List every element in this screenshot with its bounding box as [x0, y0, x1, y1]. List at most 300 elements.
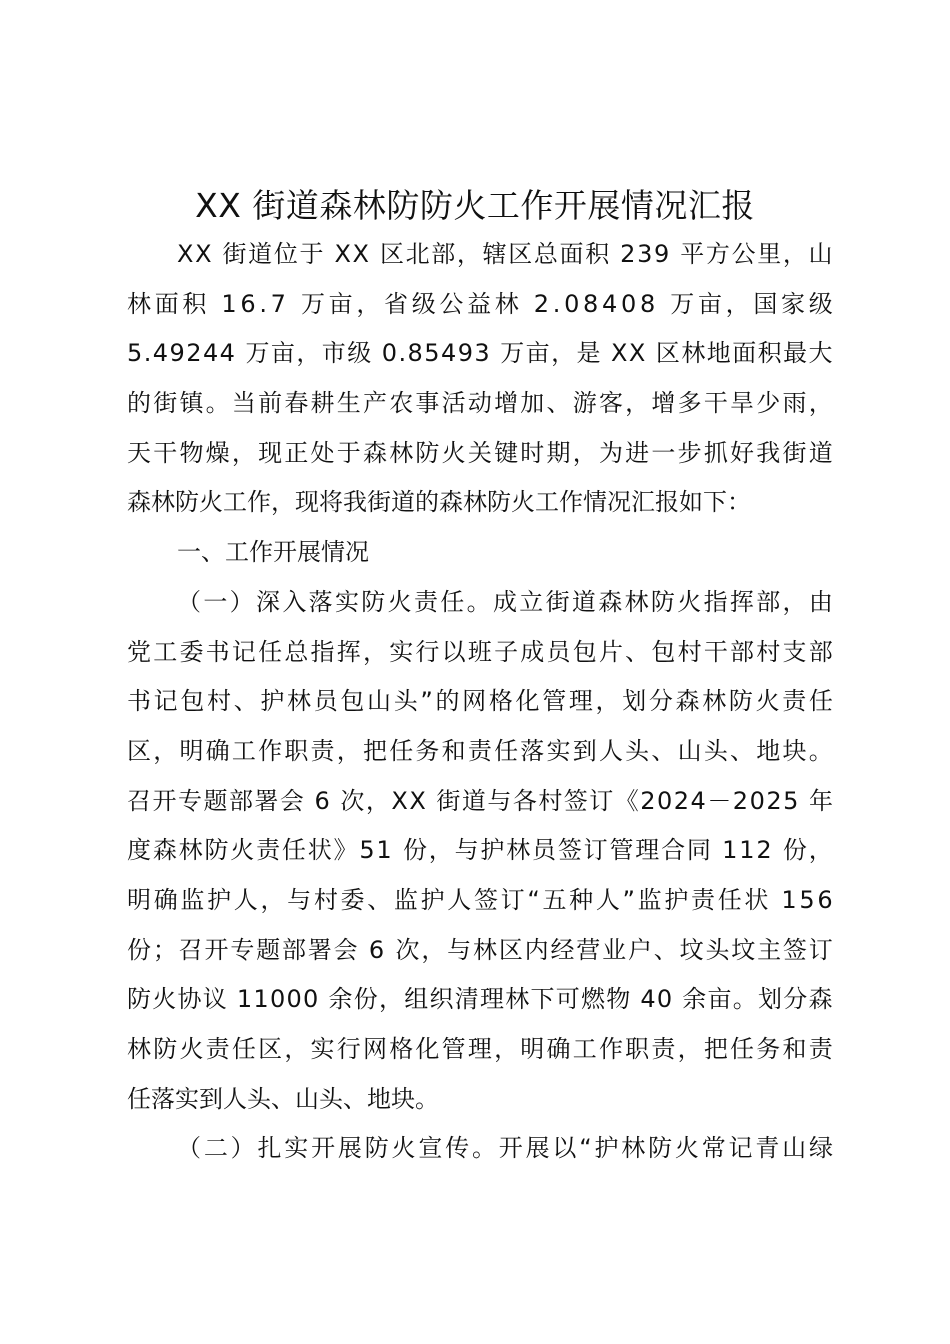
text-char: 实	[389, 637, 414, 666]
text-char: 员	[546, 637, 571, 666]
text-char: 责	[310, 736, 335, 765]
text-char: 地	[756, 736, 781, 765]
text-char: 《	[614, 786, 639, 815]
paragraph-line	[127, 826, 833, 876]
text-char	[647, 329, 655, 379]
text-char: 立	[519, 587, 544, 616]
text-char: 积	[182, 289, 207, 318]
text-char: 9	[457, 339, 473, 368]
document-body	[127, 230, 833, 1174]
text-char	[491, 329, 499, 379]
text-char: 深	[255, 587, 280, 616]
text-char: 林	[389, 438, 414, 467]
text-char: 林	[494, 289, 519, 318]
text-char: 包	[572, 637, 597, 666]
text-char: 公	[731, 240, 756, 268]
text-char: 。	[732, 985, 757, 1014]
text-char: 9	[654, 240, 670, 268]
text-char: 次	[395, 935, 420, 964]
text-char: 一	[203, 587, 228, 616]
text-char: 任	[281, 836, 306, 865]
text-char: 责	[651, 1035, 676, 1063]
text-char: 于	[336, 438, 361, 467]
text-char: 订	[808, 935, 833, 964]
text-char: 森	[152, 836, 177, 865]
text-char: 火	[152, 985, 177, 1014]
text-char: 召	[178, 935, 203, 964]
paragraph-line	[127, 677, 833, 727]
text-char: 街	[222, 240, 247, 268]
text-char: 状	[744, 885, 769, 914]
text-char: 山	[367, 687, 392, 716]
text-char: 展	[525, 1134, 550, 1163]
text-char: 多	[677, 389, 702, 418]
text-char: 林	[681, 339, 706, 368]
text-char: 任	[389, 736, 414, 765]
text-char: 防	[648, 1134, 673, 1163]
text-char: 为	[598, 438, 623, 467]
text-char: 签	[557, 836, 582, 865]
text-char: 可	[555, 985, 580, 1014]
text-char: 生	[336, 389, 361, 418]
text-char: 展	[337, 1134, 362, 1163]
text-char: 工	[231, 736, 256, 765]
paragraph-line	[127, 578, 833, 628]
text-char: 街	[436, 786, 461, 815]
text-char: 0	[564, 289, 580, 318]
text-char: 理	[568, 687, 593, 716]
text-char: 6	[314, 786, 330, 815]
text-char: 会	[333, 935, 358, 964]
text-char: 万	[500, 339, 525, 368]
text-char: 亩	[525, 339, 550, 368]
text-char: ，	[153, 736, 178, 765]
text-char: 责	[467, 736, 492, 765]
text-char: 人	[595, 885, 620, 914]
text-char: 火	[677, 587, 702, 616]
text-char: 包	[180, 687, 205, 716]
text-char: 面	[559, 240, 584, 268]
text-char: ”	[622, 885, 635, 914]
text-char: 网	[362, 1035, 387, 1063]
text-char: 行	[336, 1035, 361, 1063]
text-char: 2	[673, 786, 690, 815]
text-char: 内	[524, 935, 549, 964]
text-char: 常	[701, 1134, 726, 1163]
text-char: 。	[205, 389, 230, 418]
text-char: 1	[739, 836, 755, 865]
text-char: X	[195, 240, 212, 268]
text-char: 4	[202, 339, 219, 368]
paragraph-line: 任落实到人头、山头、地块。	[127, 1084, 439, 1113]
text-char	[659, 280, 667, 330]
text-char: X	[391, 786, 408, 815]
text-char: 0	[381, 339, 398, 368]
text-char: 区	[508, 240, 533, 268]
text-char: 块	[782, 736, 807, 765]
text-char: 里	[757, 240, 782, 268]
text-char: 指	[703, 587, 728, 616]
text-char: 的	[435, 687, 460, 716]
text-char: .	[259, 289, 267, 318]
text-char: 度	[127, 836, 151, 865]
text-char: 物	[179, 438, 204, 467]
paragraph-line	[127, 280, 833, 330]
text-char: 2	[186, 339, 202, 368]
text-char: ；	[152, 935, 177, 964]
text-char: 实	[334, 587, 359, 616]
text-char: 护	[594, 1134, 619, 1163]
text-char	[394, 826, 402, 876]
text-char: 总	[284, 637, 309, 666]
text-char: 任	[440, 587, 465, 616]
text-char: 6	[368, 935, 385, 964]
text-char: 委	[340, 885, 365, 914]
text-char: 林	[472, 935, 497, 964]
text-char: 正	[284, 438, 309, 467]
text-char: 份	[782, 836, 807, 865]
text-char: 防	[364, 1134, 389, 1163]
text-char: 积	[757, 339, 782, 368]
text-char: 实	[284, 1134, 309, 1163]
text-char: 种	[569, 885, 594, 914]
text-char: 4	[152, 339, 169, 368]
text-char: 5	[127, 339, 143, 368]
text-char: 雨	[782, 389, 807, 418]
text-char: 山	[782, 1134, 807, 1163]
text-char: 益	[467, 289, 492, 318]
text-char: 道	[808, 438, 833, 467]
text-char: 增	[651, 389, 676, 418]
text-char: 把	[362, 736, 387, 765]
text-char: 0	[656, 985, 673, 1014]
text-char	[305, 777, 313, 827]
text-char: 亩	[697, 289, 722, 318]
text-char: 9	[169, 339, 185, 368]
text-char: 头	[703, 736, 728, 765]
text-char: －	[707, 786, 732, 815]
text-char	[213, 230, 221, 280]
text-char: 辖	[482, 240, 507, 268]
text-char: ，	[284, 1035, 309, 1063]
text-char: 森	[675, 687, 700, 716]
text-char: .	[398, 339, 407, 368]
text-char: 二	[203, 1134, 228, 1163]
text-char: 1	[221, 289, 237, 318]
text-char: 林	[702, 687, 727, 716]
text-char: 火	[391, 1134, 416, 1163]
text-char: 防	[361, 587, 386, 616]
text-char: ）	[229, 587, 254, 616]
text-char: （	[177, 1134, 201, 1163]
text-char: 确	[546, 1035, 571, 1063]
text-char: 部	[730, 637, 755, 666]
text-char: 时	[520, 438, 545, 467]
text-char: 头	[393, 687, 418, 716]
text-char: 署	[254, 786, 279, 815]
text-char: 网	[462, 687, 487, 716]
text-char: 书	[127, 687, 151, 716]
text-char: 级	[411, 289, 436, 318]
text-char: 防	[153, 1035, 178, 1063]
text-char: 户	[627, 935, 652, 964]
text-char: 专	[177, 786, 202, 815]
paragraph-line	[127, 379, 833, 429]
text-char: 务	[415, 736, 440, 765]
text-char: 村	[313, 885, 338, 914]
paragraph-line	[127, 1124, 833, 1174]
text-char: 森	[598, 587, 623, 616]
text-char: 人	[447, 885, 472, 914]
text-char: 余	[328, 985, 353, 1014]
text-char: 关	[467, 438, 492, 467]
text-char: 挥	[729, 587, 754, 616]
text-char: 火	[441, 438, 466, 467]
text-char: 我	[756, 438, 781, 467]
text-char: 监	[393, 885, 418, 914]
text-char: 前	[258, 389, 283, 418]
text-char: 于	[299, 240, 324, 268]
text-char: 旱	[730, 389, 755, 418]
text-char: 村	[677, 637, 702, 666]
text-char: 处	[310, 438, 335, 467]
text-char	[290, 280, 298, 330]
text-char: 记	[231, 637, 256, 666]
text-char: 步	[677, 438, 702, 467]
text-char: 总	[533, 240, 558, 268]
text-char: ，	[808, 389, 833, 418]
text-char: 客	[598, 389, 623, 418]
text-char	[800, 777, 808, 827]
text-char	[236, 329, 244, 379]
text-char: 与	[487, 786, 512, 815]
text-char: 抓	[703, 438, 728, 467]
text-char: 0	[620, 289, 637, 318]
text-char: 头	[705, 935, 730, 964]
text-char: 林	[505, 985, 530, 1014]
text-char: 份	[402, 836, 427, 865]
text-char: 火	[674, 1134, 699, 1163]
text-char: 专	[230, 935, 255, 964]
text-char: 部	[756, 587, 781, 616]
text-char: 期	[546, 438, 571, 467]
text-char: 活	[441, 389, 466, 418]
text-char: 山	[808, 240, 833, 268]
text-char: 明	[179, 736, 204, 765]
paragraph-line	[127, 777, 833, 827]
text-char: 主	[757, 935, 782, 964]
text-char: 国	[753, 289, 778, 318]
text-char: 传	[445, 1134, 470, 1163]
text-char: 格	[488, 687, 513, 716]
text-char: 责	[808, 1035, 833, 1063]
text-char: 林	[506, 836, 531, 865]
text-char: 。	[808, 736, 833, 765]
text-char: 5	[783, 786, 799, 815]
text-char: 4	[640, 985, 656, 1014]
text-char: 。	[466, 587, 491, 616]
text-char: 监	[180, 885, 205, 914]
text-char: 绿	[808, 1134, 833, 1163]
text-char: 积	[585, 240, 610, 268]
paragraph-line	[127, 429, 833, 479]
text-char: 份	[127, 935, 151, 964]
text-char: 防	[204, 836, 229, 865]
text-char: 理	[635, 836, 660, 865]
text-char: 街	[545, 587, 570, 616]
text-char: （	[177, 587, 201, 616]
text-char: 最	[783, 339, 808, 368]
text-char: 万	[300, 289, 325, 318]
text-char: 坟	[731, 935, 756, 964]
text-char: 任	[258, 637, 283, 666]
text-char: 任	[231, 1035, 256, 1063]
text-char: ”	[420, 687, 433, 716]
text-char: 任	[730, 1035, 755, 1063]
text-char: 林	[127, 1035, 151, 1063]
text-char: 监	[637, 885, 662, 914]
text-char: 街	[782, 438, 807, 467]
text-char: 事	[415, 389, 440, 418]
text-char: 划	[622, 687, 647, 716]
text-char: 1	[236, 985, 253, 1014]
text-char: 管	[609, 836, 634, 865]
text-char: 2	[766, 786, 782, 815]
text-char: 签	[473, 885, 498, 914]
text-char: 面	[154, 289, 179, 318]
text-char: 耕	[310, 389, 335, 418]
paragraph-line: 森林防火工作，现将我街道的森林防火工作情况汇报如下：	[127, 488, 751, 517]
text-char: 森	[808, 985, 833, 1014]
text-char	[320, 975, 328, 1025]
text-char: 4	[219, 339, 235, 368]
text-char: 产	[362, 389, 387, 418]
text-char: 0	[303, 985, 319, 1014]
text-char: 火	[387, 587, 412, 616]
text-char: ，	[494, 1035, 519, 1063]
text-char	[325, 230, 333, 280]
text-char: 业	[602, 935, 627, 964]
text-char: ，	[336, 736, 361, 765]
text-char: 镇	[179, 389, 204, 418]
text-char	[673, 975, 681, 1025]
text-char: 记	[153, 687, 178, 716]
text-char: 与	[454, 836, 479, 865]
text-char: 道	[461, 786, 486, 815]
text-char: 亩	[270, 339, 295, 368]
text-char: ，	[551, 339, 576, 368]
text-char: 道	[248, 240, 273, 268]
text-char: 亩	[707, 985, 732, 1014]
text-char: 委	[179, 637, 204, 666]
text-char: 6	[240, 289, 256, 318]
text-char: 森	[362, 438, 387, 467]
text-char: 和	[441, 736, 466, 765]
text-char: ，	[365, 786, 390, 815]
text-char: ，	[296, 339, 321, 368]
text-char: 动	[467, 389, 492, 418]
text-char: 支	[782, 637, 807, 666]
text-char: 的	[127, 389, 151, 418]
text-char: 人	[598, 736, 623, 765]
text-char: 理	[479, 985, 504, 1014]
text-char: 4	[440, 339, 457, 368]
text-char: 0	[286, 985, 302, 1014]
text-char: ，	[808, 836, 833, 865]
text-char: 市	[321, 339, 346, 368]
text-char: ，	[231, 438, 256, 467]
text-char: 明	[127, 885, 151, 914]
text-char: 同	[686, 836, 711, 865]
text-char: 落	[520, 736, 545, 765]
text-char	[427, 777, 435, 827]
text-char: 0	[269, 985, 286, 1014]
text-char: 开	[204, 935, 229, 964]
text-char: 化	[515, 687, 540, 716]
text-char	[611, 230, 619, 280]
text-char: 8	[639, 289, 656, 318]
text-char: 人	[233, 885, 258, 914]
text-char: 份	[353, 985, 378, 1014]
text-char: 扎	[257, 1134, 282, 1163]
text-char: 2	[620, 240, 636, 268]
text-char: ，	[677, 1035, 702, 1063]
text-char: 少	[756, 389, 781, 418]
text-char: 签	[563, 786, 588, 815]
text-char: 一	[651, 438, 676, 467]
text-char: 五	[542, 885, 567, 914]
text-char: 入	[282, 587, 307, 616]
text-char: 方	[705, 240, 730, 268]
paragraph-line	[127, 628, 833, 678]
text-char: 化	[415, 1035, 440, 1063]
text-char: 、	[653, 935, 678, 964]
text-char: 5	[799, 885, 815, 914]
text-char: 坟	[679, 935, 704, 964]
text-char: 、	[625, 637, 650, 666]
text-char: 山	[677, 736, 702, 765]
text-char: ，	[625, 389, 650, 418]
text-char: 键	[494, 438, 519, 467]
text-char: 宣	[418, 1134, 443, 1163]
text-char: 、	[546, 389, 571, 418]
text-char: 2	[640, 786, 656, 815]
text-char: 责	[256, 836, 281, 865]
text-char: 开	[498, 1134, 523, 1163]
paragraph-line	[127, 876, 833, 926]
text-char: 包	[340, 687, 365, 716]
text-char: 会	[279, 786, 304, 815]
text-char: 省	[384, 289, 409, 318]
text-char: 2	[732, 786, 749, 815]
text-char: 党	[127, 637, 151, 666]
text-char: 划	[758, 985, 783, 1014]
text-char: 格	[389, 1035, 414, 1063]
text-char: 好	[730, 438, 755, 467]
text-char: 子	[494, 637, 519, 666]
text-char: 林	[624, 587, 649, 616]
text-char: 确	[153, 885, 178, 914]
text-char: 2	[533, 289, 550, 318]
text-char: 部	[228, 786, 253, 815]
text-char: 、	[730, 736, 755, 765]
text-char: 理	[467, 1035, 492, 1063]
text-char: .	[143, 339, 152, 368]
text-char: 指	[310, 637, 335, 666]
text-char: 加	[520, 389, 545, 418]
text-char: 春	[284, 389, 309, 418]
text-char: 护	[480, 836, 505, 865]
